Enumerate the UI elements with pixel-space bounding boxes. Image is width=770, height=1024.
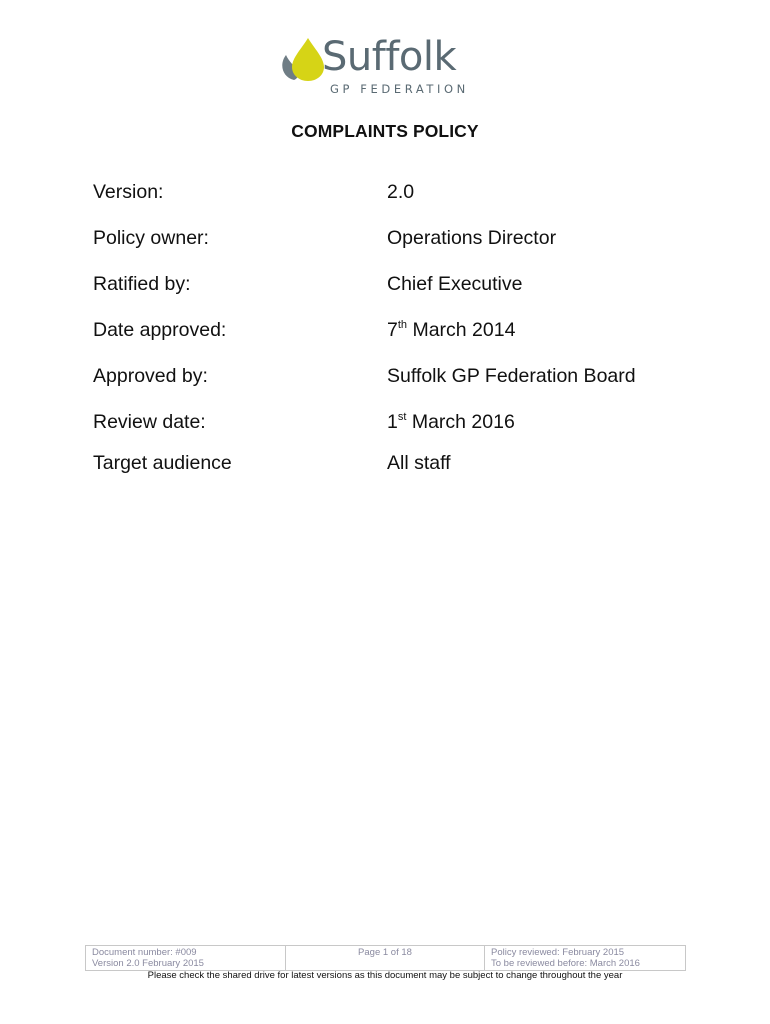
- meta-label: Approved by:: [93, 365, 208, 387]
- meta-value: 7th March 2014: [387, 319, 516, 341]
- meta-row-ratified-by: [93, 271, 733, 297]
- footer-page-number: Page 1 of 18: [358, 947, 412, 958]
- footer-review-before: To be reviewed before: March 2016: [491, 958, 640, 969]
- meta-row-date-approved: [93, 317, 733, 343]
- footer-cell-document: [86, 946, 285, 970]
- logo-subtitle: GP FEDERATION: [330, 82, 469, 96]
- meta-label: Version:: [93, 181, 164, 203]
- suffolk-gp-federation-logo: [280, 36, 480, 102]
- document-title: COMPLAINTS POLICY: [291, 121, 479, 141]
- meta-row-approved-by: [93, 363, 733, 389]
- footer-version: Version 2.0 February 2015: [92, 958, 204, 969]
- meta-row-target-audience: [93, 450, 733, 476]
- meta-row-policy-owner: [93, 225, 733, 251]
- meta-label: Ratified by:: [93, 273, 191, 295]
- meta-label: Target audience: [93, 452, 232, 474]
- meta-label: Date approved:: [93, 319, 227, 341]
- footer-policy-reviewed: Policy reviewed: February 2015: [491, 947, 625, 958]
- meta-row-review-date: [93, 409, 733, 435]
- meta-value: 1st March 2016: [387, 411, 515, 433]
- meta-label: Review date:: [93, 411, 206, 433]
- logo-wordmark: Suffolk: [322, 34, 457, 80]
- meta-value: Operations Director: [387, 227, 557, 249]
- leaf-drop-icon: [280, 36, 326, 82]
- footer-table: [85, 945, 686, 971]
- footer-cell-review: [484, 946, 685, 970]
- footer-document-number: Document number: #009: [92, 947, 197, 958]
- meta-label: Policy owner:: [93, 227, 209, 249]
- meta-row-version: [93, 179, 733, 205]
- meta-value: Chief Executive: [387, 273, 523, 295]
- meta-value: 2.0: [387, 181, 415, 203]
- footer-note: Please check the shared drive for latest versions as this document may be subject to change throughout the year: [147, 970, 623, 981]
- meta-value: All staff: [387, 452, 451, 474]
- footer-cell-page: [285, 946, 484, 970]
- meta-value: Suffolk GP Federation Board: [387, 365, 636, 387]
